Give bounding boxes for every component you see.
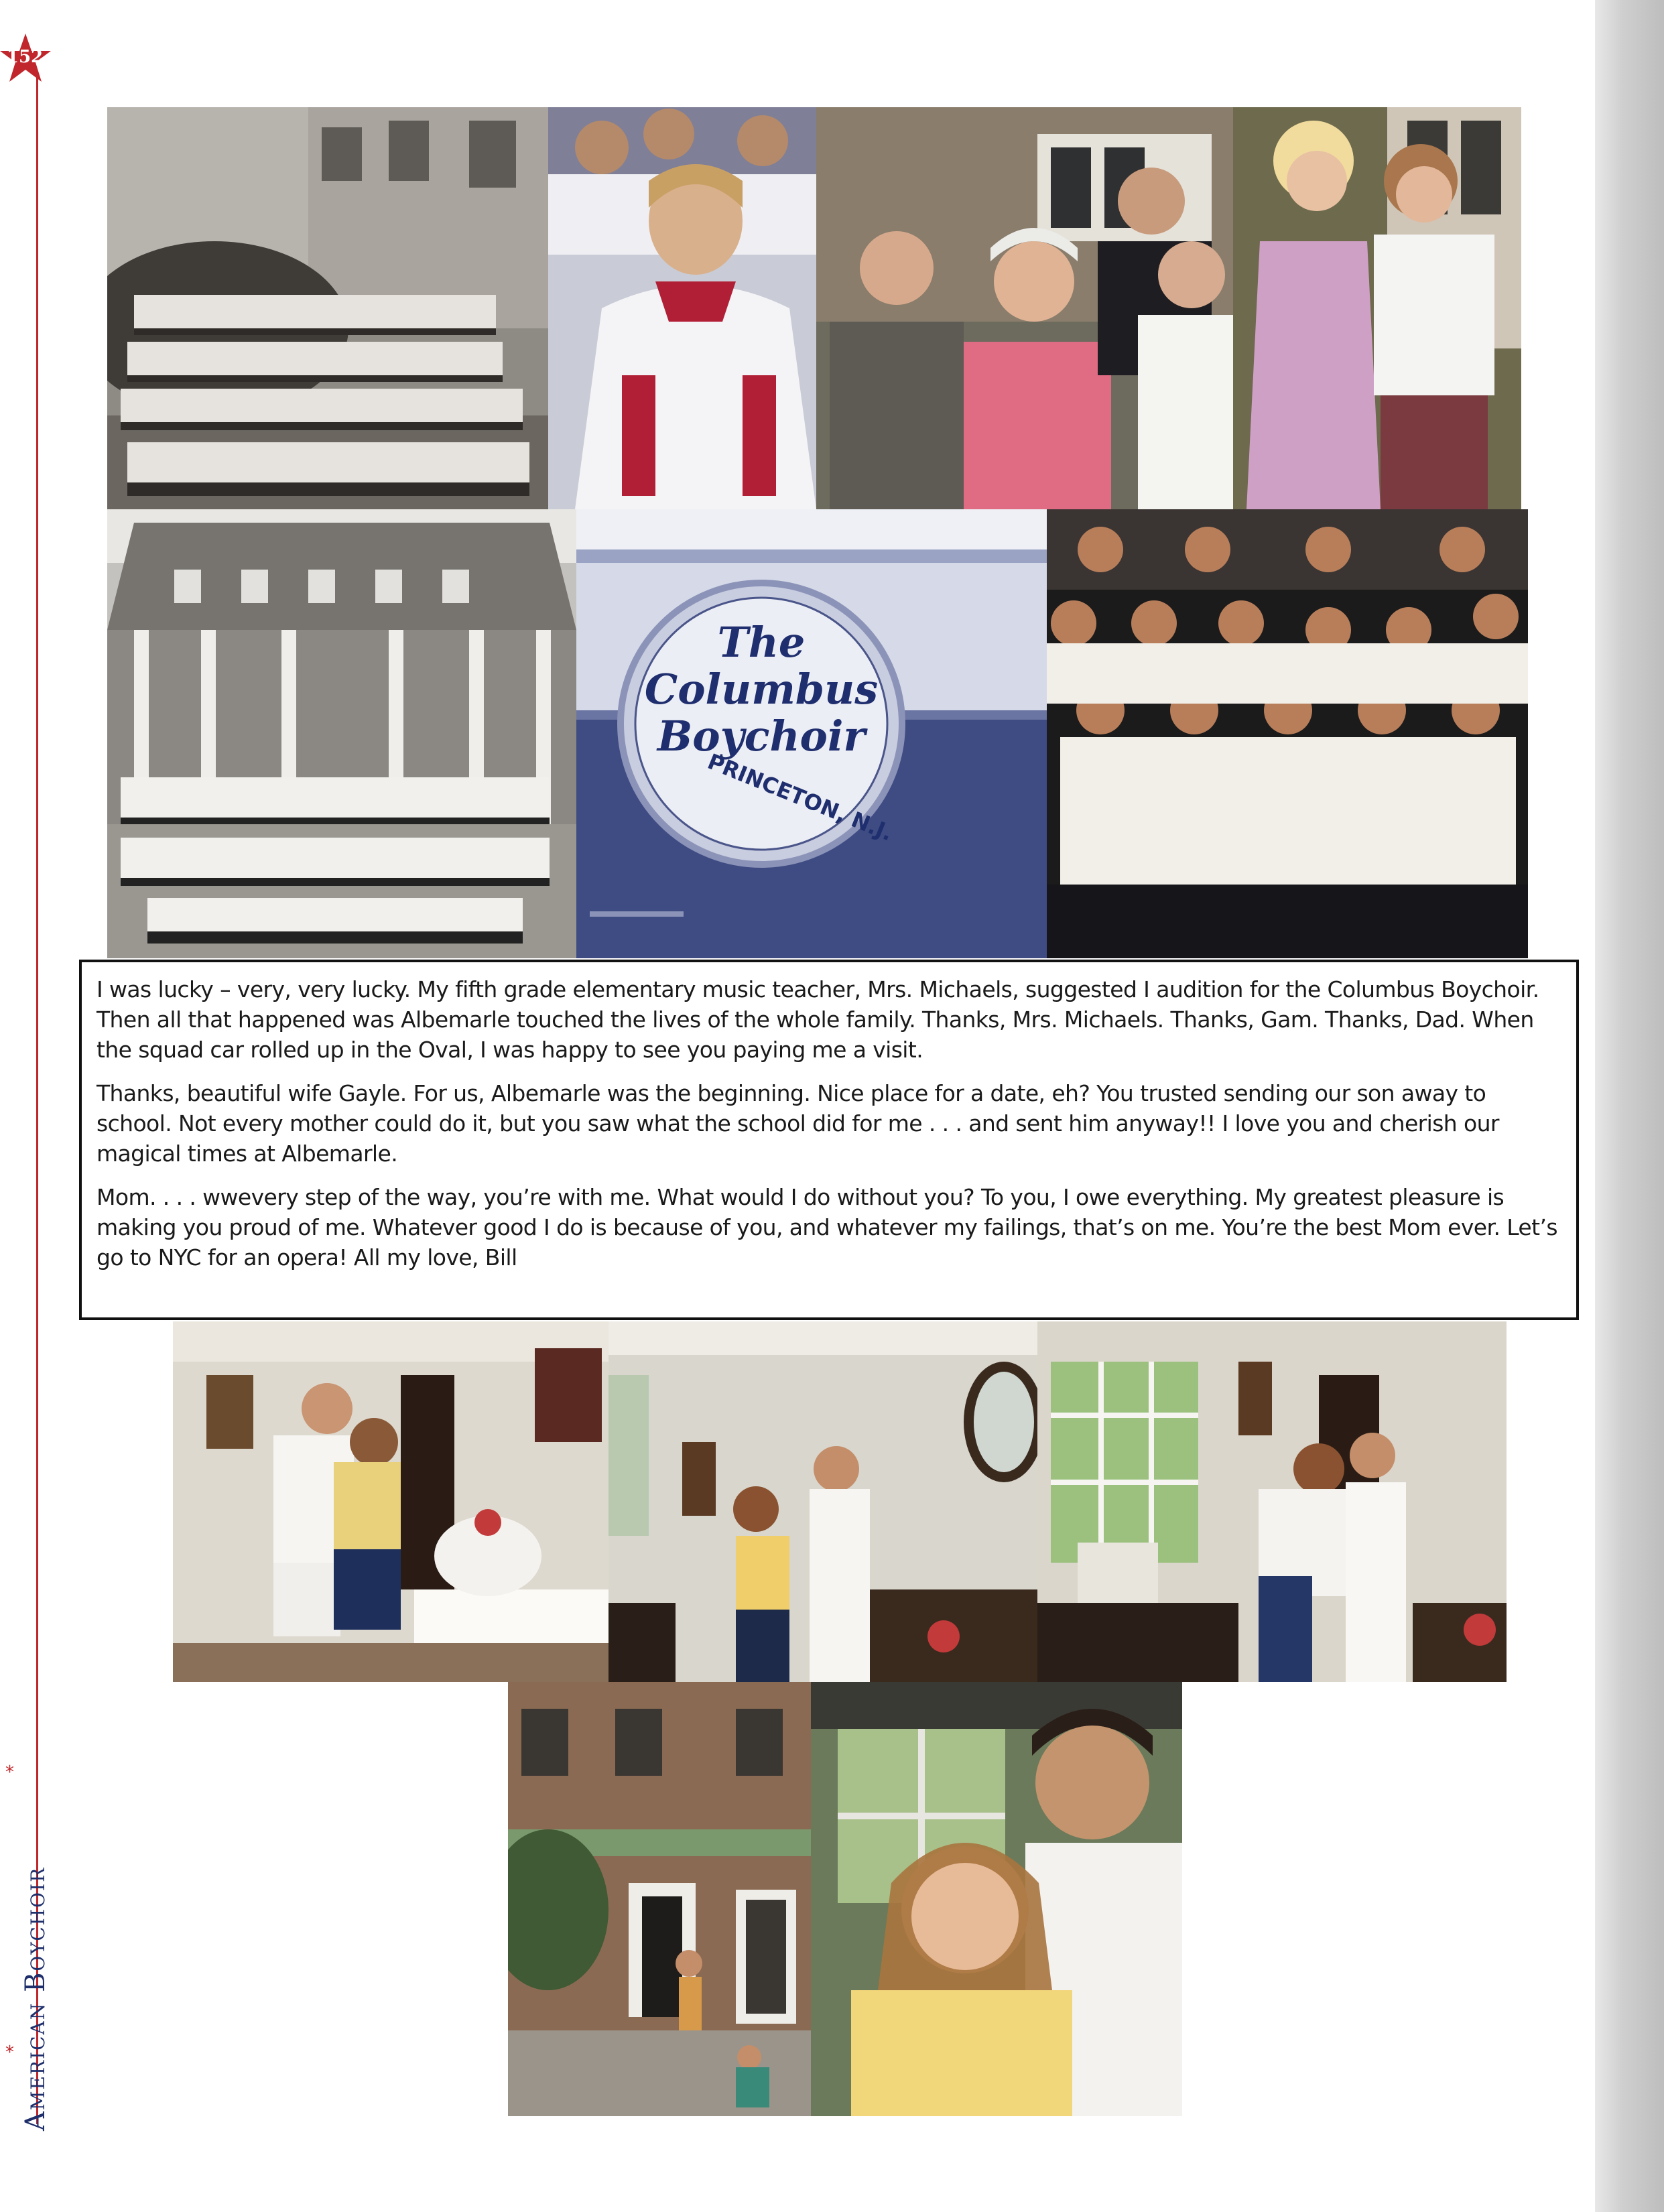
photo-choir-turtlenecks	[1047, 509, 1528, 958]
star-icon: *	[5, 2042, 14, 2063]
photo-two-teens	[1233, 107, 1521, 509]
running-title-text: American Boychoir	[20, 1866, 51, 2131]
photo-albemarle-mansion-choir	[107, 509, 576, 958]
badge-line2: Columbus	[644, 665, 879, 714]
badge-location: PRINCETON, N.J.	[704, 749, 897, 846]
photo-couple-closeup	[811, 1682, 1182, 2116]
photo-family-group	[816, 107, 1233, 509]
story-paragraph: Mom. . . . wwevery step of the way, you’re with me. What would I do without you? To you, I owe everything. My greatest pleasure is making you proud of me. Whatever good I do is because of you, and whatever my failings, that’s on me. You’re the best Mom ever. Let’s go to NYC for an opera! All my love, Bill	[97, 1184, 1557, 1271]
badge-line3: Boychoir	[657, 712, 866, 761]
story-paragraph: I was lucky – very, very lucky. My fifth grade elementary music teacher, Mrs. Michaels, suggested I audition for the Columbus Boychoir. Then all that happened was Albemarle touched the lives of the whole family. Thanks, Mrs. Michaels. Thanks, Gam. Thanks, Dad. When the squad car rolled up in the Oval, I was happy to see you paying me a visit.	[97, 976, 1539, 1063]
badge-line1: The	[717, 618, 806, 667]
photo-couple-fireplace	[609, 1321, 1037, 1682]
page-number: 152	[6, 47, 44, 67]
story-paragraph: Thanks, beautiful wife Gayle. For us, Albemarle was the beginning. Nice place for a date, eh? You trusted sending our son away to school. Not every mother could do it, but you saw what the school did for me . . . and sent him anyway!! I love you and cherish our magical times at Albemarle.	[97, 1080, 1499, 1167]
photo-choir-bus-badge	[576, 509, 1047, 958]
photo-couple-embrace	[1037, 1321, 1507, 1682]
page-gutter-shadow	[1595, 0, 1664, 2212]
photo-chorister-robe	[548, 107, 816, 509]
photo-couple-cake	[173, 1321, 609, 1682]
story-text-box	[79, 960, 1579, 1320]
star-icon: *	[5, 1762, 14, 1782]
photo-brick-house-patio	[508, 1682, 811, 2116]
photo-choir-group-bw	[107, 107, 550, 509]
running-title	[13, 1756, 51, 2131]
